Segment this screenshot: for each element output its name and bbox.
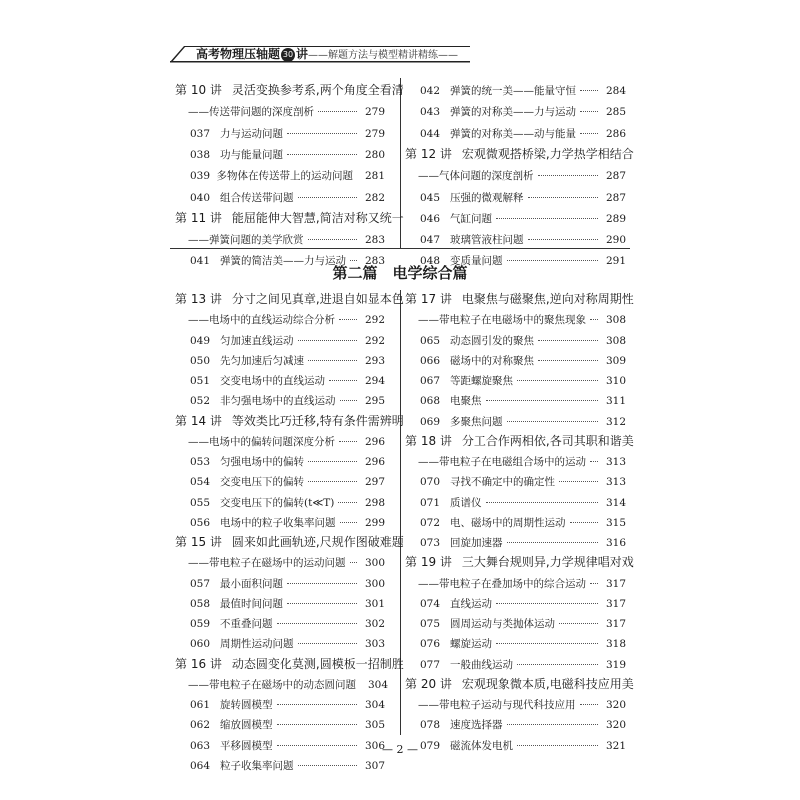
leader-dots xyxy=(486,400,599,401)
entry-number: 048 xyxy=(420,255,441,268)
subtitle-page: 296 xyxy=(364,435,385,448)
subtitle-text: ——电场中的直线运动综合分析 xyxy=(188,314,335,327)
chapter-subtitle xyxy=(418,312,626,327)
entry-title: 螺旋运动 xyxy=(450,638,492,651)
item-toc-entry xyxy=(190,373,385,388)
subtitle-text: ——带电粒子在磁场中的动态圆问题 xyxy=(188,678,356,691)
chapter-heading xyxy=(175,655,404,672)
leader-dots xyxy=(570,522,599,523)
leader-dots xyxy=(308,481,357,482)
leader-dots xyxy=(277,724,358,725)
entry-title: 弹簧的统一美——能量守恒 xyxy=(450,85,576,97)
pre-toc-entry xyxy=(420,83,626,98)
subtitle-text: ——电场中的偏转问题深度分析 xyxy=(188,435,335,448)
chapter-number: 第 14 讲 xyxy=(175,413,222,428)
chapter-title: 灵活变换参考系,两个角度全看清 xyxy=(231,83,404,97)
leader-dots xyxy=(590,461,598,462)
entry-number: 049 xyxy=(190,334,211,347)
item-toc-entry xyxy=(420,515,626,530)
entry-page: 291 xyxy=(605,255,626,268)
entry-title: 质谱仪 xyxy=(450,496,482,509)
subtitle-text: ——气体问题的深度剖析 xyxy=(418,170,534,183)
item-toc-entry xyxy=(420,535,626,550)
entry-number: 052 xyxy=(190,395,211,408)
chapter-number: 第 20 讲 xyxy=(405,676,452,691)
entry-number: 050 xyxy=(190,354,211,367)
chapter-title: 三大舞台规则异,力学规律唱对戏 xyxy=(461,555,634,570)
chapter-number: 第 13 讲 xyxy=(175,292,222,306)
pre-toc-entry xyxy=(420,104,626,119)
entry-title: 多聚焦问题 xyxy=(450,415,503,428)
entry-title: 匀加速直线运动 xyxy=(220,334,294,347)
entry-page: 304 xyxy=(364,699,385,711)
entry-title: 缩放圆模型 xyxy=(220,719,273,732)
entry-page: 318 xyxy=(605,638,626,651)
entry-page: 299 xyxy=(364,516,385,529)
leader-dots xyxy=(496,643,598,644)
subtitle-page: 308 xyxy=(605,314,626,327)
entry-page: 292 xyxy=(364,334,385,347)
item-toc-entry xyxy=(420,616,626,631)
leader-dots xyxy=(298,765,358,766)
item-toc-entry xyxy=(420,636,626,651)
subtitle-text: ——带电粒子运动与现代科技应用 xyxy=(418,699,576,711)
subtitle-page: 287 xyxy=(605,170,626,183)
leader-dots xyxy=(580,90,598,91)
leader-dots xyxy=(528,197,599,198)
leader-dots xyxy=(338,502,357,503)
leader-dots xyxy=(559,623,598,624)
leader-dots xyxy=(496,603,598,604)
entry-title: 交变电压下的偏转 xyxy=(220,476,304,489)
leader-dots xyxy=(287,603,357,604)
entry-title: 最小面积问题 xyxy=(220,577,283,590)
book-title xyxy=(196,47,458,63)
entry-page: 306 xyxy=(364,739,385,752)
entry-page: 281 xyxy=(364,170,385,183)
chapter-heading xyxy=(405,553,634,570)
entry-page: 303 xyxy=(364,638,385,651)
entry-number: 071 xyxy=(420,496,441,509)
entry-number: 074 xyxy=(420,597,441,610)
chapter-heading xyxy=(175,290,404,307)
leader-dots xyxy=(538,175,599,176)
entry-page: 314 xyxy=(605,496,626,509)
entry-title: 磁流体发电机 xyxy=(450,739,513,752)
entry-number: 058 xyxy=(190,597,211,610)
entry-page: 286 xyxy=(605,127,626,140)
item-toc-entry xyxy=(190,717,385,732)
entry-number: 065 xyxy=(420,334,441,347)
item-toc-entry xyxy=(190,616,385,631)
entry-title: 寻找不确定中的确定性 xyxy=(450,476,555,489)
running-header xyxy=(170,45,470,67)
chapter-heading xyxy=(405,675,634,692)
leader-dots xyxy=(590,583,598,584)
entry-page: 310 xyxy=(605,375,626,387)
leader-dots xyxy=(507,542,599,543)
entry-title: 交变电压下的偏转(t≪T) xyxy=(220,496,335,509)
chapter-heading xyxy=(175,81,404,98)
chapter-heading xyxy=(405,432,634,449)
entry-number: 072 xyxy=(420,516,441,529)
entry-title: 变质量问题 xyxy=(450,255,503,268)
chapter-heading xyxy=(175,412,404,429)
chapter-number: 第 16 讲 xyxy=(175,656,222,671)
entry-page: 279 xyxy=(364,127,385,140)
entry-title: 匀强电场中的偏转 xyxy=(220,456,304,468)
entry-number: 039 xyxy=(190,170,211,183)
subtitle-page: 320 xyxy=(605,699,626,711)
entry-page: 313 xyxy=(605,476,626,489)
chapter-title: 电聚焦与磁聚焦,逆向对称周期性 xyxy=(461,292,634,306)
book-subtitle: ——解题方法与模型精讲精练—— xyxy=(308,50,459,61)
leader-dots xyxy=(277,704,358,705)
item-toc-entry xyxy=(420,495,626,510)
leader-dots xyxy=(329,380,357,381)
item-toc-entry xyxy=(190,333,385,348)
entry-page: 307 xyxy=(364,759,385,772)
entry-title: 电聚焦 xyxy=(450,395,482,408)
entry-page: 317 xyxy=(605,618,626,630)
entry-title: 最值时间问题 xyxy=(220,597,283,610)
leader-dots xyxy=(517,380,598,381)
entry-title: 圆周运动与类抛体运动 xyxy=(450,618,555,630)
top-section-rule xyxy=(170,248,630,249)
item-toc-entry xyxy=(190,393,385,408)
chapter-subtitle xyxy=(188,232,385,247)
item-toc-entry xyxy=(190,596,385,611)
entry-number: 068 xyxy=(420,395,441,408)
item-toc-entry xyxy=(420,353,626,368)
entry-page: 321 xyxy=(605,739,626,752)
entry-page: 319 xyxy=(605,658,626,671)
entry-title: 组合传送带问题 xyxy=(220,191,294,204)
entry-title: 功与能量问题 xyxy=(220,148,283,161)
item-toc-entry xyxy=(420,717,626,732)
entry-page: 298 xyxy=(364,496,385,509)
item-toc-entry xyxy=(190,474,385,489)
item-toc-entry xyxy=(190,636,385,651)
entry-title: 弹簧的对称美——力与运动 xyxy=(450,106,576,119)
entry-page: 302 xyxy=(364,618,385,630)
part-title: 第二篇 电学综合篇 xyxy=(332,264,468,282)
subtitle-page: 292 xyxy=(364,314,385,327)
leader-dots xyxy=(507,421,599,422)
entry-title: 先匀加速后匀减速 xyxy=(220,354,304,367)
entry-number: 051 xyxy=(190,375,211,387)
subtitle-page: 283 xyxy=(364,234,385,247)
chapter-number: 第 18 讲 xyxy=(405,433,452,448)
chapter-title: 宏观微观搭桥梁,力学热学相结合 xyxy=(461,146,634,161)
entry-number: 059 xyxy=(190,618,211,630)
entry-title: 磁场中的对称聚焦 xyxy=(450,354,534,367)
item-toc-entry xyxy=(190,758,385,773)
entry-number: 061 xyxy=(190,699,211,711)
leader-dots xyxy=(308,461,357,462)
entry-page: 301 xyxy=(364,597,385,610)
leader-dots xyxy=(517,664,598,665)
entry-page: 282 xyxy=(364,191,385,204)
leader-dots xyxy=(287,583,357,584)
entry-number: 037 xyxy=(190,127,211,140)
entry-page: 311 xyxy=(605,395,626,408)
entry-number: 063 xyxy=(190,739,211,752)
leader-dots xyxy=(298,340,358,341)
entry-number: 046 xyxy=(420,212,441,225)
leader-dots xyxy=(287,154,357,155)
entry-page: 315 xyxy=(605,516,626,529)
item-toc-entry xyxy=(190,454,385,469)
chapter-heading xyxy=(405,145,634,162)
entry-title: 等距螺旋聚焦 xyxy=(450,375,513,387)
leader-dots xyxy=(339,319,357,320)
leader-dots xyxy=(580,704,599,705)
entry-title: 多物体在传送带上的运动问题 xyxy=(216,170,353,183)
entry-number: 056 xyxy=(190,516,211,529)
subtitle-page: 304 xyxy=(367,678,388,691)
entry-number: 042 xyxy=(420,85,441,97)
chapter-title: 分工合作两相依,各司其职和谐美 xyxy=(461,433,634,448)
entry-number: 055 xyxy=(190,496,211,509)
entry-title: 不重叠问题 xyxy=(220,618,273,630)
item-toc-entry xyxy=(420,232,626,247)
subtitle-text: ——带电粒子在叠加场中的综合运动 xyxy=(418,577,586,590)
chapter-subtitle xyxy=(188,555,385,570)
chapter-heading xyxy=(175,209,404,226)
entry-title: 旋转圆模型 xyxy=(220,699,273,711)
chapter-subtitle xyxy=(188,312,385,327)
subtitle-page: 313 xyxy=(605,456,626,468)
entry-number: 062 xyxy=(190,719,211,732)
subtitle-text: ——传送带问题的深度剖析 xyxy=(188,106,314,119)
subtitle-page: 279 xyxy=(364,106,385,119)
leader-dots xyxy=(486,502,599,503)
chapter-title: 圆来如此画轨迹,尺规作图破难题 xyxy=(231,535,404,549)
entry-page: 287 xyxy=(605,191,626,204)
item-toc-entry xyxy=(420,657,626,672)
leader-dots xyxy=(580,111,598,112)
entry-page: 297 xyxy=(364,476,385,489)
entry-number: 079 xyxy=(420,739,441,752)
leader-dots xyxy=(298,197,358,198)
entry-page: 280 xyxy=(364,148,385,161)
entry-number: 077 xyxy=(420,658,441,671)
entry-page: 312 xyxy=(605,415,626,428)
entry-title: 动态圆引发的聚焦 xyxy=(450,334,534,347)
item-toc-entry xyxy=(420,211,626,226)
chapter-title: 等效类比巧迁移,特有条件需辨明 xyxy=(231,413,404,428)
entry-number: 054 xyxy=(190,476,211,489)
entry-page: 289 xyxy=(605,212,626,225)
leader-dots xyxy=(298,643,358,644)
item-toc-entry xyxy=(190,126,385,141)
chapter-number: 第 11 讲 xyxy=(175,210,222,225)
item-toc-entry xyxy=(190,495,385,510)
entry-page: 316 xyxy=(605,537,626,549)
leader-dots xyxy=(277,623,358,624)
chapter-number: 第 17 讲 xyxy=(405,292,452,306)
entry-number: 064 xyxy=(190,759,211,772)
chapter-title: 宏观现象微本质,电磁科技应用美 xyxy=(461,676,634,691)
subtitle-page: 317 xyxy=(605,577,626,590)
chapter-number: 第 12 讲 xyxy=(405,146,452,161)
leader-dots xyxy=(559,481,598,482)
leader-dots xyxy=(339,441,357,442)
entry-page: 317 xyxy=(605,597,626,610)
entry-page: 295 xyxy=(364,395,385,408)
entry-number: 057 xyxy=(190,577,211,590)
entry-number: 070 xyxy=(420,476,441,489)
chapter-subtitle xyxy=(418,576,626,591)
leader-dots xyxy=(538,360,598,361)
entry-page: 308 xyxy=(605,334,626,347)
subtitle-text: ——带电粒子在电磁组合场中的运动 xyxy=(418,456,586,468)
item-toc-entry xyxy=(190,353,385,368)
title-part2: 讲 xyxy=(296,47,309,61)
entry-number: 067 xyxy=(420,375,441,387)
leader-dots xyxy=(580,133,598,134)
leader-dots xyxy=(538,340,598,341)
subtitle-text: ——弹簧问题的美学欣赏 xyxy=(188,234,304,247)
leader-dots xyxy=(308,239,358,240)
entry-title: 直线运动 xyxy=(450,597,492,610)
entry-number: 066 xyxy=(420,354,441,367)
entry-title: 力与运动问题 xyxy=(220,127,283,140)
entry-number: 038 xyxy=(190,148,211,161)
item-toc-entry xyxy=(190,515,385,530)
leader-dots xyxy=(528,239,599,240)
item-toc-entry xyxy=(420,596,626,611)
leader-dots xyxy=(308,360,357,361)
entry-title: 一般曲线运动 xyxy=(450,658,513,671)
entry-page: 309 xyxy=(605,354,626,367)
chapter-title: 分寸之间见真章,进退自如显本色 xyxy=(231,292,404,306)
leader-dots xyxy=(340,400,358,401)
leader-dots xyxy=(340,522,358,523)
entry-page: 320 xyxy=(605,719,626,732)
chapter-subtitle xyxy=(418,168,626,183)
item-toc-entry xyxy=(190,147,385,162)
chapter-subtitle xyxy=(188,434,385,449)
entry-page: 285 xyxy=(605,106,626,119)
entry-number: 060 xyxy=(190,638,211,651)
entry-title: 回旋加速器 xyxy=(450,537,503,549)
entry-title: 气缸问题 xyxy=(450,212,492,225)
entry-title: 速度选择器 xyxy=(450,719,503,732)
chapter-subtitle xyxy=(418,454,626,469)
chapter-heading xyxy=(175,533,404,550)
entry-number: 043 xyxy=(420,106,441,119)
entry-title: 平移圆模型 xyxy=(220,739,273,752)
entry-number: 076 xyxy=(420,638,441,651)
chapter-subtitle xyxy=(188,104,385,119)
chapter-subtitle xyxy=(188,677,388,692)
title-badge: 30 xyxy=(281,48,295,62)
item-toc-entry xyxy=(420,474,626,489)
subtitle-text: ——带电粒子在电磁场中的聚焦现象 xyxy=(418,314,586,327)
entry-title: 弹簧的简洁美——力与运动 xyxy=(220,255,346,268)
entry-number: 073 xyxy=(420,537,441,549)
entry-title: 交变电场中的直线运动 xyxy=(220,375,325,387)
item-toc-entry xyxy=(190,190,385,205)
chapter-title: 能屈能伸大智慧,简洁对称又统一 xyxy=(231,210,404,225)
entry-number: 045 xyxy=(420,191,441,204)
entry-title: 电、磁场中的周期性运动 xyxy=(450,516,566,529)
item-toc-entry xyxy=(420,190,626,205)
item-toc-entry xyxy=(420,414,626,429)
entry-page: 290 xyxy=(605,234,626,247)
entry-number: 078 xyxy=(420,719,441,732)
item-toc-entry xyxy=(190,576,385,591)
entry-number: 075 xyxy=(420,618,441,630)
item-toc-entry xyxy=(420,393,626,408)
pre-toc-entry xyxy=(420,126,626,141)
chapter-number: 第 10 讲 xyxy=(175,83,222,97)
entry-number: 041 xyxy=(190,255,211,268)
chapter-title: 动态圆变化莫测,圆模板一招制胜 xyxy=(231,656,404,671)
entry-page: 294 xyxy=(364,375,385,387)
entry-number: 047 xyxy=(420,234,441,247)
entry-title: 电场中的粒子收集率问题 xyxy=(220,516,336,529)
leader-dots xyxy=(350,562,358,563)
entry-title: 弹簧的对称美——动与能量 xyxy=(450,127,576,140)
entry-number: 069 xyxy=(420,415,441,428)
entry-page: 296 xyxy=(364,456,385,468)
leader-dots xyxy=(507,724,599,725)
item-toc-entry xyxy=(420,333,626,348)
entry-title: 周期性运动问题 xyxy=(220,638,294,651)
subtitle-page: 300 xyxy=(364,557,385,570)
leader-dots xyxy=(287,133,357,134)
entry-number: 053 xyxy=(190,456,211,468)
entry-page: 283 xyxy=(364,255,385,268)
entry-title: 玻璃管液柱问题 xyxy=(450,234,524,247)
leader-dots xyxy=(318,111,357,112)
entry-title: 压强的微观解释 xyxy=(450,191,524,204)
item-toc-entry xyxy=(420,373,626,388)
title-part1: 高考物理压轴题 xyxy=(196,47,281,61)
item-toc-entry xyxy=(190,168,385,183)
chapter-number: 第 15 讲 xyxy=(175,535,222,549)
leader-dots xyxy=(496,218,598,219)
leader-dots xyxy=(590,319,598,320)
item-toc-entry xyxy=(190,697,385,712)
chapter-number: 第 19 讲 xyxy=(405,555,452,570)
entry-page: 300 xyxy=(364,577,385,590)
entry-title: 粒子收集率问题 xyxy=(220,759,294,772)
entry-page: 293 xyxy=(364,354,385,367)
entry-page: 284 xyxy=(605,85,626,97)
entry-title: 非匀强电场中的直线运动 xyxy=(220,395,336,408)
subtitle-text: ——带电粒子在磁场中的运动问题 xyxy=(188,557,346,570)
chapter-subtitle xyxy=(418,697,626,712)
chapter-heading xyxy=(405,290,634,307)
entry-page: 305 xyxy=(364,719,385,732)
entry-number: 044 xyxy=(420,127,441,140)
page-number: — 2 — xyxy=(382,743,418,756)
entry-number: 040 xyxy=(190,191,211,204)
